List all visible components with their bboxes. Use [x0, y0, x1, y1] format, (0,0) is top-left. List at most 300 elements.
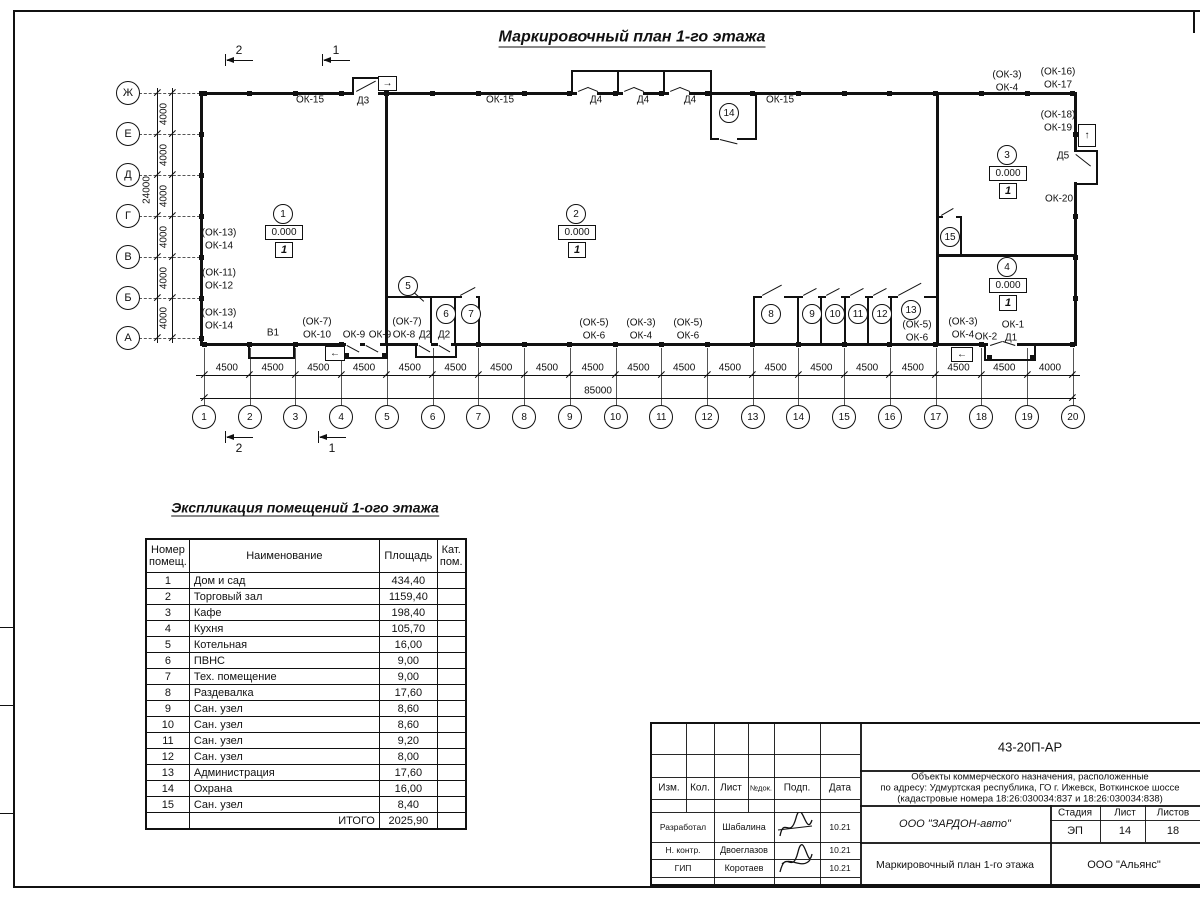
partition-wall [755, 93, 757, 140]
column-bubble: 9 [558, 405, 582, 429]
table-cell: Дом и сад [189, 573, 379, 589]
partition-wall [352, 77, 379, 79]
title-block [650, 722, 1200, 886]
dim-line [196, 375, 1080, 376]
table-total-row [146, 813, 466, 830]
wall-pier [1070, 342, 1075, 347]
table-title: Экспликация помещений 1-ого этажа [171, 499, 439, 516]
wall-pier [750, 342, 755, 347]
partition-wall [820, 296, 822, 345]
table-cell [437, 781, 465, 797]
dim-label: 4500 [901, 362, 924, 374]
table-cell: 198,40 [379, 605, 437, 621]
plan-label: (ОК-11) [202, 267, 236, 279]
title-block-header: Лист [720, 782, 742, 794]
wall-pier [293, 342, 298, 347]
wall-pier [979, 342, 984, 347]
plan-label: Д2 [437, 329, 451, 341]
axis-bubble: В [116, 245, 140, 269]
person-name: Шабалина [722, 822, 766, 832]
section-marker-arrow [319, 434, 327, 440]
plan-label: ОК-19 [1043, 122, 1073, 134]
wall-pier [659, 91, 664, 96]
table-cell: 12 [146, 749, 189, 765]
partition-wall [455, 345, 457, 358]
title-block-line [1050, 805, 1052, 886]
table-row [146, 733, 466, 749]
table-cell: ИТОГО [189, 813, 379, 830]
wall-pier [247, 91, 252, 96]
table-cell: 3 [146, 605, 189, 621]
wall-pier [1073, 214, 1078, 219]
elevation-box: 0.000 [989, 278, 1027, 293]
column-bubble: 17 [924, 405, 948, 429]
table-row [146, 717, 466, 733]
dim-label: 4500 [581, 362, 604, 374]
table-cell: Сан. узел [189, 733, 379, 749]
plan-label: Д4 [683, 94, 697, 106]
table-cell [437, 573, 465, 589]
table-cell: 9 [146, 701, 189, 717]
door-opening [850, 296, 865, 298]
room-number-bubble: 5 [398, 276, 418, 296]
wall-pier [887, 342, 892, 347]
plan-title: Маркировочный план 1-го этажа [498, 28, 766, 46]
table-cell: 8,60 [379, 701, 437, 717]
column-bubble: 2 [238, 405, 262, 429]
partition-wall [663, 70, 665, 93]
partition-wall [248, 357, 295, 359]
axis-bubble: А [116, 326, 140, 350]
column-bubble: 20 [1061, 405, 1085, 429]
table-cell [437, 653, 465, 669]
stage-value: 18 [1166, 825, 1180, 837]
dim-label: 4500 [947, 362, 970, 374]
title-block-header: Дата [828, 782, 852, 794]
dim-label: 4500 [855, 362, 879, 374]
plan-label: ОК-9 [368, 329, 392, 341]
wall-pier [247, 342, 252, 347]
wall [1074, 92, 1077, 346]
wall-pier [430, 91, 435, 96]
title-block-line [1050, 820, 1200, 821]
door-swing [898, 283, 922, 296]
elevation-box: 0.000 [265, 225, 303, 240]
column-bubble: 15 [832, 405, 856, 429]
table-cell [437, 797, 465, 813]
partition-wall [710, 93, 712, 140]
partition-wall [890, 296, 892, 345]
wall-pier [842, 91, 847, 96]
person-date: 10.21 [829, 845, 851, 855]
wall-pier [705, 342, 710, 347]
room-number-bubble: 2 [566, 204, 586, 224]
plan-label: (ОК-3) [948, 316, 978, 328]
room-number-bubble: 14 [719, 103, 739, 123]
section-marker-label: 1 [332, 43, 340, 57]
partition-wall [385, 296, 462, 298]
partition-wall [454, 296, 456, 345]
table-header: Кат. пом. [437, 539, 465, 573]
marker-box: 1 [275, 242, 293, 258]
title-block-line [652, 877, 860, 878]
table-row [146, 749, 466, 765]
dim-total-label: 85000 [584, 385, 612, 397]
dim-label: 4500 [673, 362, 696, 374]
partition-wall [938, 216, 943, 218]
table-cell [437, 621, 465, 637]
dim-label: 4500 [810, 362, 833, 374]
room-number-bubble: 3 [997, 145, 1017, 165]
door-swing [356, 81, 376, 92]
plan-label: ОК-17 [1043, 79, 1073, 91]
plan-label: (ОК-13) [201, 307, 237, 319]
door-swing [720, 139, 738, 145]
partition-wall [844, 296, 846, 345]
section-marker-arrow [226, 434, 234, 440]
table-cell [437, 685, 465, 701]
wall-pier [705, 91, 710, 96]
plan-label: Д4 [589, 94, 603, 106]
wall-pier [979, 91, 984, 96]
entry-arrow-icon: ↑ [1078, 124, 1096, 147]
title-block-line [686, 724, 687, 812]
wall-pier [476, 342, 481, 347]
room-number-bubble: 1 [273, 204, 293, 224]
wall-pier [1025, 91, 1030, 96]
dim-label: 4500 [764, 362, 787, 374]
plan-label: ОК-20 [1044, 193, 1074, 205]
title-block-header: №док. [750, 783, 772, 793]
marker-box: 1 [999, 295, 1017, 311]
stage-header: Листов [1156, 807, 1190, 819]
plan-label: (ОК-3) [626, 317, 656, 329]
table-cell: 15 [146, 797, 189, 813]
company-name: ООО "ЗАРДОН-авто" [899, 818, 1011, 830]
dim-label: 4500 [352, 362, 376, 374]
table-header: Номер помещ. [146, 539, 189, 573]
partition-wall [293, 345, 295, 359]
door-swing [438, 345, 450, 353]
plan-label: ОК-4 [629, 330, 653, 342]
partition-wall [617, 70, 619, 93]
room-number-bubble: 12 [872, 304, 892, 324]
axis-bubble: Б [116, 286, 140, 310]
table-row [146, 685, 466, 701]
column-bubble: 8 [512, 405, 536, 429]
door-opening [826, 296, 841, 298]
column-bubble: 13 [741, 405, 765, 429]
door-opening [762, 296, 784, 298]
wall-pier [199, 132, 204, 137]
title-block-line [860, 842, 1200, 844]
door-swing [826, 288, 840, 296]
wall-pier [1030, 355, 1035, 360]
wall-pier [476, 91, 481, 96]
table-cell: 10 [146, 717, 189, 733]
door-opening [898, 296, 924, 298]
axis-bubble: Е [116, 122, 140, 146]
partition-wall [571, 70, 573, 93]
partition-wall [710, 138, 719, 140]
table-cell: 8,00 [379, 749, 437, 765]
dim-label: 4000 [158, 225, 170, 248]
door-swing [346, 345, 359, 353]
table-row [146, 701, 466, 717]
wall-pier [842, 342, 847, 347]
plan-label: ОК-4 [995, 82, 1019, 94]
room-number-bubble: 6 [436, 304, 456, 324]
section-marker-label: 2 [235, 441, 243, 455]
dim-label: 4000 [1038, 362, 1062, 374]
door-swing [850, 288, 864, 296]
column-bubble: 1 [192, 405, 216, 429]
wall-pier [933, 342, 938, 347]
wall-pier [199, 214, 204, 219]
table-cell [437, 765, 465, 781]
person-role: Разработал [659, 822, 707, 832]
plan-label: (ОК-13) [201, 227, 237, 239]
section-marker-label: 2 [235, 43, 243, 57]
title-block-line [1145, 805, 1146, 842]
plan-label: ОК-4 [951, 329, 975, 341]
title-block-header: Изм. [658, 782, 680, 794]
wall-pier [202, 342, 207, 347]
axis-bubble: Г [116, 204, 140, 228]
elevation-box: 0.000 [558, 225, 596, 240]
dim-label: 4000 [158, 143, 170, 166]
table-header: Площадь [379, 539, 437, 573]
dim-label: 4500 [718, 362, 742, 374]
table-row [146, 605, 466, 621]
title-block-header: Кол. [690, 782, 710, 794]
person-name: Коротаев [724, 863, 764, 873]
dim-label: 4000 [158, 184, 170, 207]
plan-label: (ОК-7) [392, 316, 422, 328]
table-cell: Охрана [189, 781, 379, 797]
title-block-header: Подп. [783, 782, 811, 794]
wall-pier [199, 336, 204, 341]
title-block-line [748, 724, 749, 812]
person-date: 10.21 [829, 863, 851, 873]
project-address-line: (кадастровые номера 18:26:030034:837 и 18:26:030034:838) [897, 793, 1163, 805]
plan-label: (ОК-5) [579, 317, 609, 329]
table-cell [437, 701, 465, 717]
table-header-row [146, 539, 466, 573]
wall-pier [796, 91, 801, 96]
entry-arrow-icon: ← [325, 346, 345, 361]
marker-box: 1 [999, 183, 1017, 199]
dim-label: 4500 [307, 362, 330, 374]
table-cell [437, 589, 465, 605]
plan-label: Д2 [418, 329, 432, 341]
title-block-line [652, 812, 860, 813]
section-marker-arrow [226, 57, 234, 63]
partition-wall [867, 296, 869, 345]
table-cell: 14 [146, 781, 189, 797]
door-swing [941, 208, 954, 216]
wall-pier [567, 91, 572, 96]
table-row [146, 797, 466, 813]
partition-wall [797, 296, 799, 345]
wall-pier [522, 342, 527, 347]
column-bubble: 14 [786, 405, 810, 429]
room-number-bubble: 4 [997, 257, 1017, 277]
plan-label: ОК-1 [1001, 319, 1025, 331]
table-cell: Тех. помещение [189, 669, 379, 685]
dim-label: 4000 [158, 102, 170, 125]
wall-pier [659, 342, 664, 347]
room-number-bubble: 8 [761, 304, 781, 324]
column-bubble: 4 [329, 405, 353, 429]
wall-pier [987, 355, 992, 360]
door-swing [873, 288, 887, 296]
dim-label: 4500 [627, 362, 650, 374]
partition-wall [984, 359, 1036, 361]
plan-label: ОК-12 [204, 280, 234, 292]
plan-label: ОК-15 [765, 94, 795, 106]
section-marker-label: 1 [328, 441, 336, 455]
plan-label: Д3 [356, 95, 370, 107]
table-cell: 7 [146, 669, 189, 685]
table-row [146, 573, 466, 589]
stage-value: 14 [1118, 825, 1132, 837]
door-swing [418, 345, 430, 353]
title-block-line [714, 724, 715, 886]
column-bubble: 7 [466, 405, 490, 429]
wall-pier [750, 91, 755, 96]
dim-label: 4500 [261, 362, 284, 374]
column-bubble: 5 [375, 405, 399, 429]
dim-label: 4500 [490, 362, 513, 374]
plan-label: ОК-6 [582, 330, 606, 342]
wall-pier [382, 353, 387, 358]
title-block-line [652, 754, 860, 755]
title-block-line [820, 724, 821, 886]
dim-label: 4500 [993, 362, 1016, 374]
door-swing [762, 285, 782, 296]
column-bubble: 18 [969, 405, 993, 429]
table-cell: 8 [146, 685, 189, 701]
table-cell: ПВНС [189, 653, 379, 669]
table-cell: 8,60 [379, 717, 437, 733]
wall-pier [522, 91, 527, 96]
partition-wall [960, 216, 962, 256]
plan-label: (ОК-5) [902, 319, 932, 331]
plan-label: ОК-14 [204, 240, 234, 252]
table-row [146, 653, 466, 669]
partition-wall [753, 296, 755, 345]
table-cell: 2025,90 [379, 813, 437, 830]
door-swing [1075, 154, 1091, 167]
wall-pier [199, 173, 204, 178]
wall [385, 92, 388, 346]
plan-label: (ОК-7) [302, 316, 332, 328]
person-date: 10.21 [829, 822, 851, 832]
stage-header: Лист [1114, 807, 1136, 819]
dim-label: 4500 [398, 362, 421, 374]
project-address-line: Объекты коммерческого назначения, расположенные [911, 771, 1149, 783]
table-cell: 105,70 [379, 621, 437, 637]
table-cell: 5 [146, 637, 189, 653]
table-cell: 16,00 [379, 637, 437, 653]
table-row [146, 589, 466, 605]
table-cell: 9,00 [379, 653, 437, 669]
table-row [146, 669, 466, 685]
wall-pier [567, 342, 572, 347]
plan-label: (ОК-18) [1040, 109, 1076, 121]
table-cell: 6 [146, 653, 189, 669]
wall-pier [1073, 296, 1078, 301]
table-cell: 16,00 [379, 781, 437, 797]
rooms-table [145, 538, 467, 830]
partition-wall [737, 138, 757, 140]
wall-pier [796, 342, 801, 347]
table-cell: 11 [146, 733, 189, 749]
table-cell [437, 749, 465, 765]
partition-wall [571, 70, 712, 72]
axis-bubble: Ж [116, 81, 140, 105]
wall-pier [933, 91, 938, 96]
plan-label: В1 [266, 327, 280, 339]
table-cell [437, 717, 465, 733]
plan-label: Д4 [636, 94, 650, 106]
table-cell: 13 [146, 765, 189, 781]
wall-pier [1073, 132, 1078, 137]
partition-wall [956, 216, 962, 218]
person-role: Н. контр. [665, 845, 701, 855]
table-cell: 1 [146, 573, 189, 589]
plan-label: Д1 [1004, 332, 1018, 344]
table-cell: Котельная [189, 637, 379, 653]
room-number-bubble: 10 [825, 304, 845, 324]
plan-label: ОК-14 [204, 320, 234, 332]
door-swing [803, 288, 817, 296]
room-number-bubble: 7 [461, 304, 481, 324]
marker-box: 1 [568, 242, 586, 258]
table-cell: Торговый зал [189, 589, 379, 605]
partition-wall [1096, 150, 1098, 185]
plan-label: ОК-15 [485, 94, 515, 106]
doc-number: 43-20П-АР [997, 739, 1063, 755]
table-cell: Сан. узел [189, 701, 379, 717]
project-address-line: по адресу: Удмуртская республика, ГО г. Ижевск, Воткинское шоссе [880, 782, 1180, 794]
dim-line [200, 398, 1076, 399]
table-header: Наименование [189, 539, 379, 573]
entry-arrow-icon: ← [951, 347, 973, 362]
door-swing [460, 287, 476, 296]
person-role: ГИП [674, 863, 692, 873]
title-block-line [652, 777, 860, 778]
title-block-line [652, 842, 860, 843]
table-cell [437, 733, 465, 749]
dim-label: 4500 [444, 362, 467, 374]
partition-wall [1076, 183, 1098, 185]
entry-arrow-icon: → [378, 76, 397, 91]
dim-total-label: 24000 [141, 176, 153, 204]
wall-pier [339, 91, 344, 96]
column-bubble: 6 [421, 405, 445, 429]
plan-label: ОК-6 [905, 332, 929, 344]
table-cell: 17,60 [379, 685, 437, 701]
partition-wall [710, 70, 712, 93]
room-number-bubble: 15 [940, 227, 960, 247]
table-row [146, 637, 466, 653]
title-block-line [1100, 805, 1101, 842]
plan-label: (ОК-5) [673, 317, 703, 329]
plan-label: ОК-10 [302, 329, 332, 341]
room-number-bubble: 13 [901, 300, 921, 320]
